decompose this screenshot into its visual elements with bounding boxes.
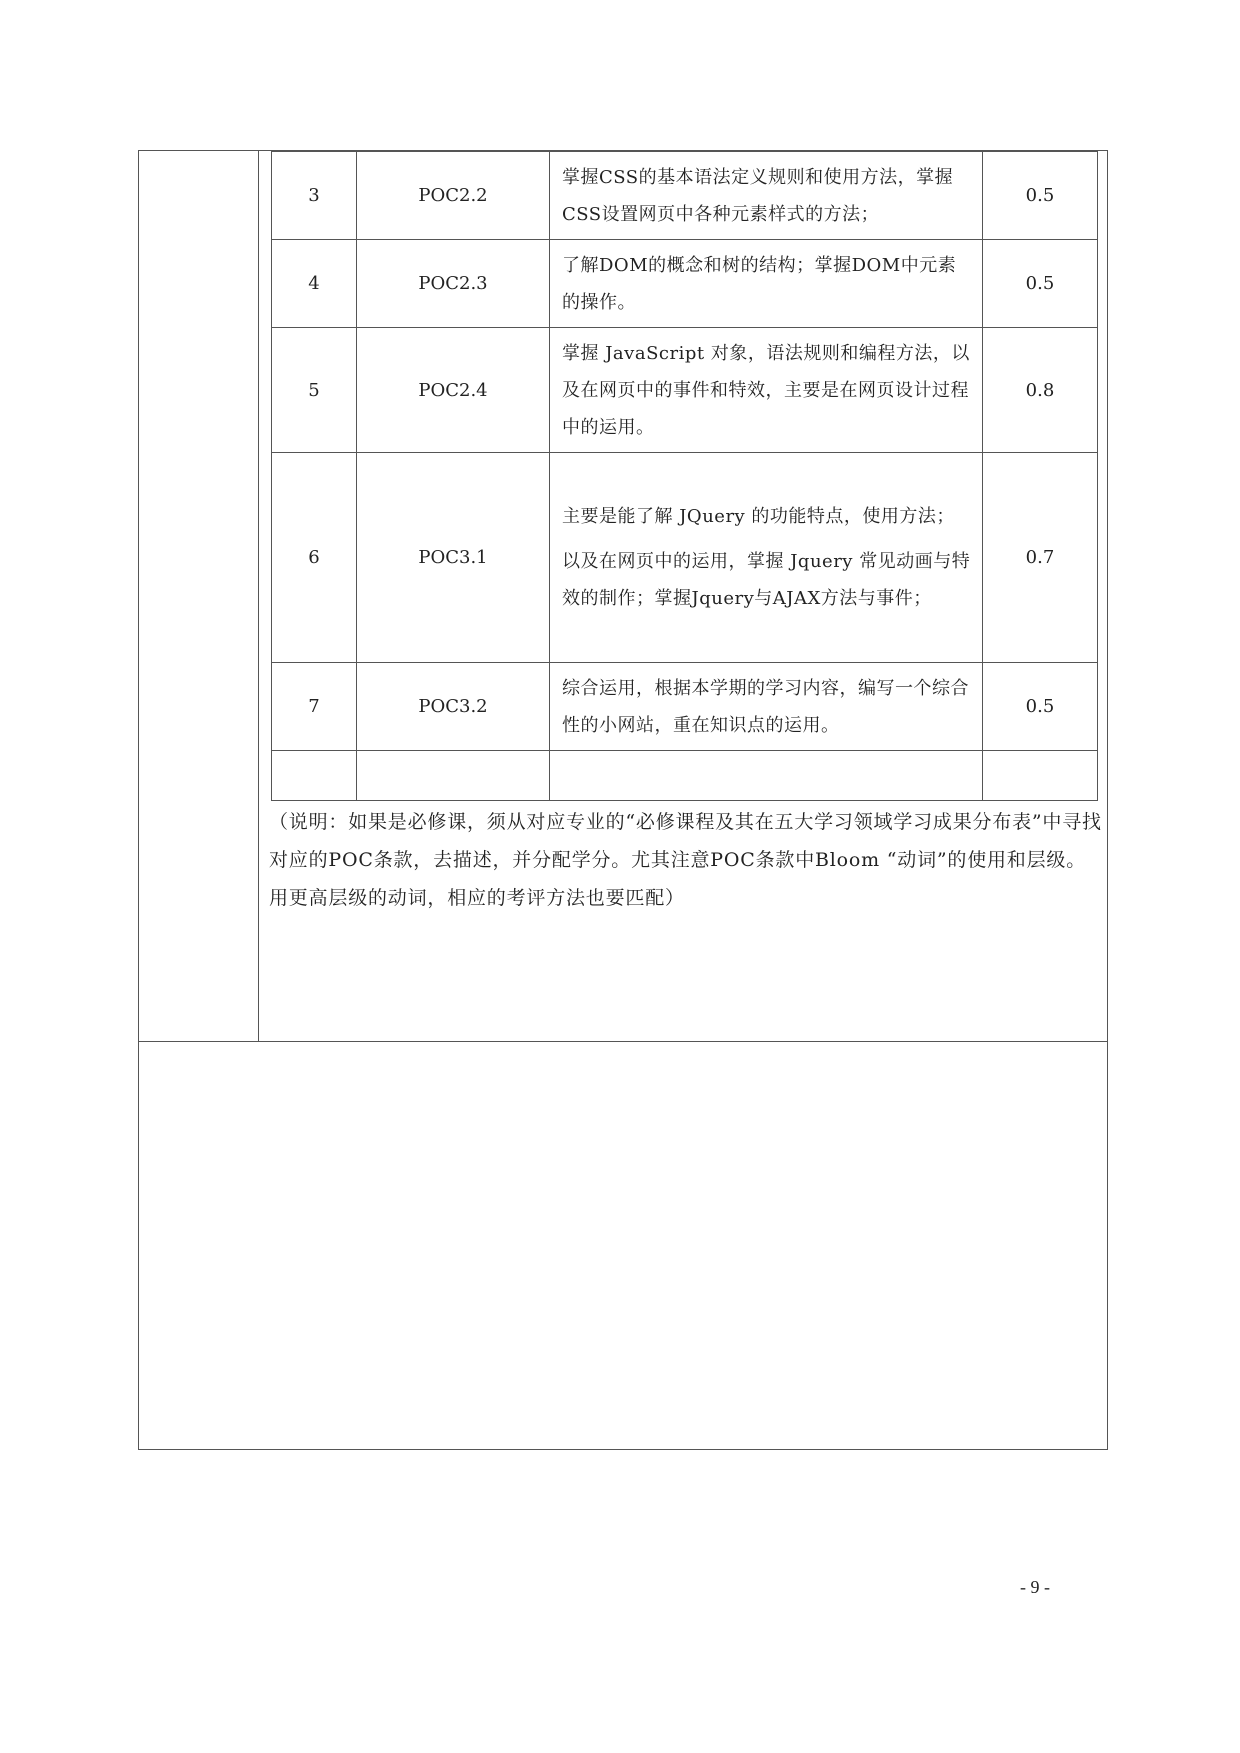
poc-code: POC2.3 xyxy=(357,240,550,328)
poc-description xyxy=(550,751,983,801)
credit-value: 0.5 xyxy=(983,152,1098,240)
poc-description xyxy=(550,152,983,240)
row-number: 4 xyxy=(272,240,357,328)
credit-value: 0.5 xyxy=(983,663,1098,751)
row-number: 3 xyxy=(272,152,357,240)
credit-value: 0.8 xyxy=(983,328,1098,453)
table-row xyxy=(272,453,1098,663)
poc-code: POC3.1 xyxy=(357,453,550,663)
description-text: 掌握CSS的基本语法定义规则和使用方法，掌握CSS设置网页中各种元素样式的方法； xyxy=(562,166,954,225)
lower-empty-cell xyxy=(139,1042,1107,1449)
poc-description xyxy=(550,328,983,453)
outer-table xyxy=(138,150,1108,1450)
description-text: 综合运用，根据本学期的学习内容，编写一个综合性的小网站，重在知识点的运用。 xyxy=(562,677,969,736)
poc-code: POC3.2 xyxy=(357,663,550,751)
row-number: 5 xyxy=(272,328,357,453)
description-text: 掌握 JavaScript 对象，语法规则和编程方法，以及在网页中的事件和特效，主要是在网页设计过程中的运用。 xyxy=(562,342,970,438)
description-text: 了解DOM的概念和树的结构；掌握DOM中元素的操作。 xyxy=(562,254,957,313)
explanation-note: （说明：如果是必修课，须从对应专业的“必修课程及其在五大学习领域学习成果分布表”中寻找对应的POC条款，去描述，并分配学分。尤其注意POC条款中Bloom “动词”的使用和层级。用更高层级的动词，相应的考评方法也要匹配） xyxy=(269,811,1102,909)
table-row xyxy=(272,240,1098,328)
poc-description xyxy=(550,663,983,751)
description-text: 以及在网页中的运用，掌握 Jquery 常见动画与特效的制作；掌握Jquery与AJAX方法与事件； xyxy=(562,551,971,609)
poc-table xyxy=(271,151,1098,801)
row-number: 7 xyxy=(272,663,357,751)
table-row xyxy=(272,663,1098,751)
row-number: 6 xyxy=(272,453,357,663)
table-row xyxy=(272,751,1098,801)
table-row xyxy=(272,152,1098,240)
poc-code xyxy=(357,751,550,801)
poc-code: POC2.2 xyxy=(357,152,550,240)
poc-section xyxy=(259,151,1107,1041)
row-number xyxy=(272,751,357,801)
poc-code: POC2.4 xyxy=(357,328,550,453)
page-number: - 9 - xyxy=(1020,1577,1050,1597)
table-row xyxy=(272,328,1098,453)
poc-description xyxy=(550,453,983,663)
credit-value xyxy=(983,751,1098,801)
left-label-cell xyxy=(139,151,259,1041)
credit-value: 0.5 xyxy=(983,240,1098,328)
credit-value: 0.7 xyxy=(983,453,1098,663)
description-text: 主要是能了解 JQuery 的功能特点，使用方法； xyxy=(562,506,955,527)
poc-description xyxy=(550,240,983,328)
